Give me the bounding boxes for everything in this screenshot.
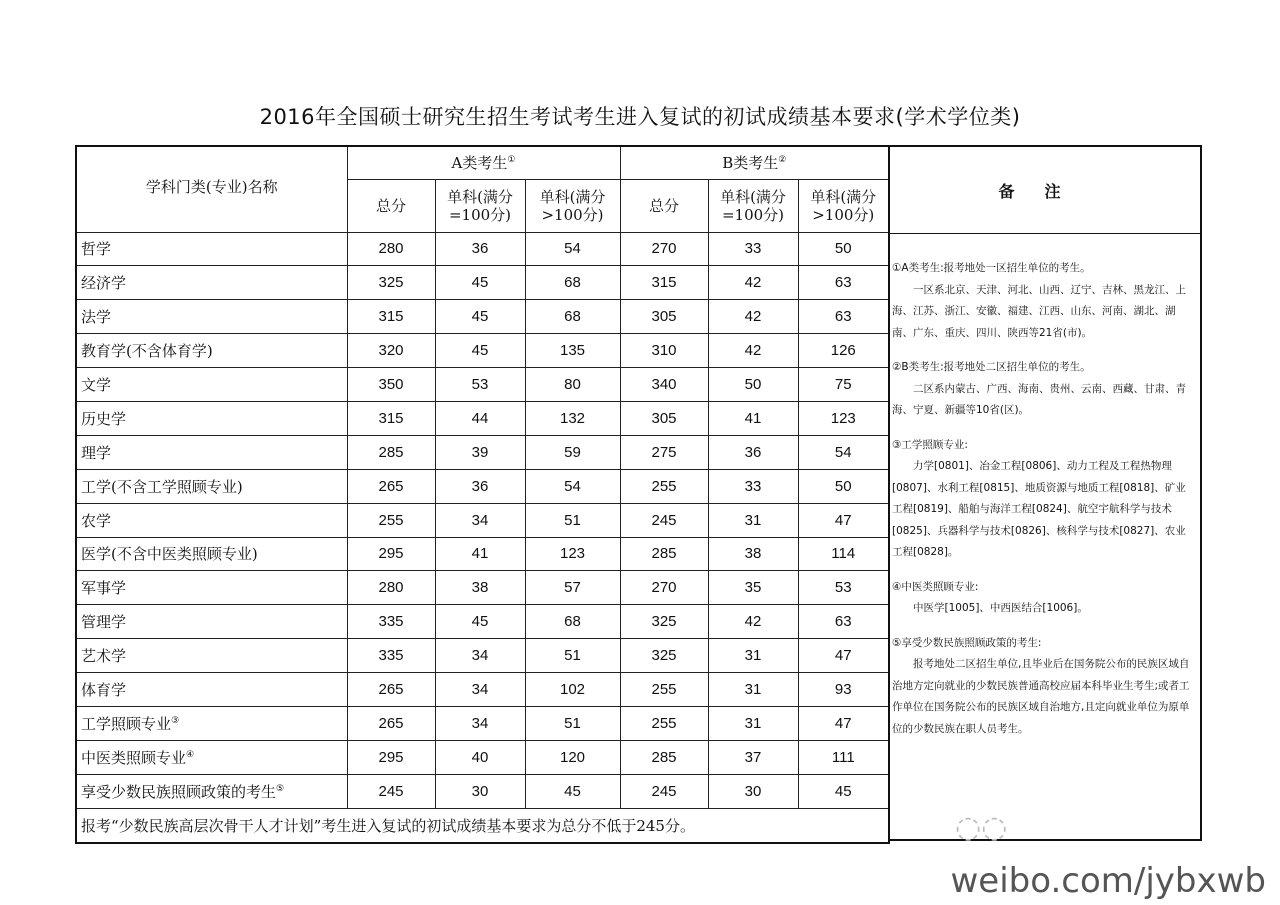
subject-name: 工学照顾专业③ <box>76 706 347 740</box>
a-score-total: 325 <box>347 266 435 300</box>
table-row <box>76 334 889 368</box>
b-score-total: 310 <box>620 334 708 368</box>
remark-item <box>892 633 1194 741</box>
a-score-total: 320 <box>347 334 435 368</box>
table-row <box>76 435 889 469</box>
b-score-single-over100: 53 <box>798 571 889 605</box>
b-score-total: 285 <box>620 537 708 571</box>
b-score-single-over100: 47 <box>798 706 889 740</box>
table-row <box>76 537 889 571</box>
b-score-total: 255 <box>620 469 708 503</box>
group-a-header: A类考生① <box>347 146 620 179</box>
b-score-single-100: 31 <box>708 673 798 707</box>
b-score-total: 325 <box>620 639 708 673</box>
a-score-single-over100: 80 <box>525 368 620 402</box>
b-score-single-100: 42 <box>708 334 798 368</box>
b-score-total: 270 <box>620 232 708 266</box>
subject-name: 军事学 <box>76 571 347 605</box>
b-score-single-100: 37 <box>708 740 798 774</box>
b-score-single-100: 42 <box>708 300 798 334</box>
footnote-row <box>76 808 889 843</box>
a-score-total: 265 <box>347 706 435 740</box>
footnote: 报考“少数民族高层次骨干人才计划”考生进入复试的初试成绩基本要求为总分不低于245分。 <box>76 808 889 843</box>
subject-name: 管理学 <box>76 605 347 639</box>
a-score-single-100: 45 <box>435 266 525 300</box>
b-score-single-over100: 45 <box>798 774 889 808</box>
table-row <box>76 469 889 503</box>
table-row <box>76 232 889 266</box>
a-score-total: 335 <box>347 639 435 673</box>
b-score-single-over100: 50 <box>798 232 889 266</box>
b-score-total: 255 <box>620 673 708 707</box>
b-score-single-over100: 63 <box>798 605 889 639</box>
b-score-total: 285 <box>620 740 708 774</box>
table-row <box>76 605 889 639</box>
remark-heading: ②B类考生:报考地处二区招生单位的考生。 <box>892 361 1091 373</box>
subject-name: 理学 <box>76 435 347 469</box>
remark-item <box>892 577 1194 620</box>
b-score-single-over100: 63 <box>798 300 889 334</box>
page-title: 2016年全国硕士研究生招生考试考生进入复试的初试成绩基本要求(学术学位类) <box>259 105 1021 129</box>
remarks-panel <box>888 145 1202 841</box>
a-single-100-header: 单科(满分=100分) <box>435 179 525 232</box>
remarks-body <box>889 234 1200 740</box>
b-score-single-over100: 50 <box>798 469 889 503</box>
a-score-single-100: 45 <box>435 605 525 639</box>
remark-item <box>892 357 1194 422</box>
remark-text: 力学[0801]、冶金工程[0806]、动力工程及工程热物理[0807]、水利工程[0815]、地质资源与地质工程[0818]、矿业工程[0819]、船舶与海洋工程[0824]、航空宇航科学与技术[0825]、兵器科学与技术[0826]、核科学与技术[0827]、农业工程[0828]。 <box>892 460 1186 558</box>
subject-name: 享受少数民族照顾政策的考生⑤ <box>76 774 347 808</box>
subject-name: 艺术学 <box>76 639 347 673</box>
a-score-single-100: 41 <box>435 537 525 571</box>
a-score-single-100: 34 <box>435 706 525 740</box>
subject-name: 体育学 <box>76 673 347 707</box>
b-score-total: 325 <box>620 605 708 639</box>
b-score-total: 245 <box>620 774 708 808</box>
table-row <box>76 300 889 334</box>
a-score-total: 255 <box>347 503 435 537</box>
a-score-single-over100: 51 <box>525 706 620 740</box>
subject-name: 工学(不含工学照顾专业) <box>76 469 347 503</box>
b-score-single-over100: 111 <box>798 740 889 774</box>
group-b-header: B类考生② <box>620 146 889 179</box>
b-score-total: 305 <box>620 300 708 334</box>
remark-item <box>892 435 1194 564</box>
a-score-total: 280 <box>347 571 435 605</box>
b-score-single-over100: 126 <box>798 334 889 368</box>
b-score-single-100: 36 <box>708 435 798 469</box>
table-row <box>76 503 889 537</box>
table-row <box>76 401 889 435</box>
a-score-single-over100: 57 <box>525 571 620 605</box>
b-score-total: 270 <box>620 571 708 605</box>
b-score-single-100: 33 <box>708 469 798 503</box>
a-score-single-over100: 45 <box>525 774 620 808</box>
watermark-text: weibo.com/jybxwb <box>950 861 1266 901</box>
subject-name: 法学 <box>76 300 347 334</box>
b-score-total: 245 <box>620 503 708 537</box>
b-total-header: 总分 <box>620 179 708 232</box>
a-score-single-over100: 51 <box>525 503 620 537</box>
b-score-single-over100: 114 <box>798 537 889 571</box>
b-score-total: 255 <box>620 706 708 740</box>
subject-name: 农学 <box>76 503 347 537</box>
a-score-total: 335 <box>347 605 435 639</box>
remark-text: 报考地处二区招生单位,且毕业后在国务院公布的民族区域自治地方定向就业的少数民族普通高校应届本科毕业生考生;或者工作单位在国务院公布的民族区域自治地方,且定向就业单位为原单位的少数民族在职人员考生。 <box>892 658 1190 735</box>
a-score-single-100: 36 <box>435 232 525 266</box>
remarks-header: 备注 <box>889 147 1200 234</box>
b-score-single-100: 33 <box>708 232 798 266</box>
table-row <box>76 740 889 774</box>
b-score-single-over100: 54 <box>798 435 889 469</box>
a-score-total: 245 <box>347 774 435 808</box>
a-score-single-over100: 54 <box>525 469 620 503</box>
remark-text: 一区系北京、天津、河北、山西、辽宁、吉林、黑龙江、上海、江苏、浙江、安徽、福建、江西、山东、河南、湖北、湖南、广东、重庆、四川、陕西等21省(市)。 <box>892 283 1186 339</box>
remark-heading: ⑤享受少数民族照顾政策的考生: <box>892 636 1042 649</box>
b-score-single-100: 30 <box>708 774 798 808</box>
subject-name: 哲学 <box>76 232 347 266</box>
a-score-total: 315 <box>347 300 435 334</box>
b-score-single-over100: 63 <box>798 266 889 300</box>
remark-text: 中医学[1005]、中西医结合[1006]。 <box>913 602 1088 614</box>
a-score-single-100: 44 <box>435 401 525 435</box>
table-row <box>76 774 889 808</box>
a-score-total: 315 <box>347 401 435 435</box>
a-score-single-over100: 135 <box>525 334 620 368</box>
subject-name: 中医类照顾专业④ <box>76 740 347 774</box>
a-score-total: 350 <box>347 368 435 402</box>
subject-column-header: 学科门类(专业)名称 <box>76 146 347 232</box>
subject-name: 文学 <box>76 368 347 402</box>
a-score-single-100: 53 <box>435 368 525 402</box>
table-row <box>76 673 889 707</box>
a-total-header: 总分 <box>347 179 435 232</box>
b-score-single-100: 42 <box>708 605 798 639</box>
b-score-single-100: 38 <box>708 537 798 571</box>
remark-heading: ①A类考生:报考地处一区招生单位的考生。 <box>892 262 1091 274</box>
score-table <box>75 145 890 844</box>
table-row <box>76 639 889 673</box>
subject-name: 医学(不含中医类照顾专业) <box>76 537 347 571</box>
remark-item <box>892 258 1194 344</box>
a-score-single-100: 45 <box>435 300 525 334</box>
b-score-single-100: 31 <box>708 706 798 740</box>
a-score-single-over100: 132 <box>525 401 620 435</box>
b-score-total: 305 <box>620 401 708 435</box>
a-score-total: 285 <box>347 435 435 469</box>
a-score-total: 265 <box>347 469 435 503</box>
subject-name: 经济学 <box>76 266 347 300</box>
table-row <box>76 706 889 740</box>
b-score-single-over100: 47 <box>798 503 889 537</box>
a-score-single-100: 30 <box>435 774 525 808</box>
a-score-single-over100: 120 <box>525 740 620 774</box>
b-score-single-over100: 123 <box>798 401 889 435</box>
a-score-single-100: 34 <box>435 503 525 537</box>
b-score-single-over100: 75 <box>798 368 889 402</box>
b-score-single-over100: 93 <box>798 673 889 707</box>
a-score-single-100: 40 <box>435 740 525 774</box>
b-score-single-100: 50 <box>708 368 798 402</box>
b-single-over100-header: 单科(满分>100分) <box>798 179 889 232</box>
a-score-single-over100: 68 <box>525 605 620 639</box>
remark-heading: ③工学照顾专业: <box>892 438 968 451</box>
a-score-single-100: 36 <box>435 469 525 503</box>
a-score-single-over100: 123 <box>525 537 620 571</box>
subject-name: 历史学 <box>76 401 347 435</box>
remark-text: 二区系内蒙古、广西、海南、贵州、云南、西藏、甘肃、青海、宁夏、新疆等10省(区)。 <box>892 382 1186 416</box>
table-row <box>76 571 889 605</box>
a-score-single-over100: 68 <box>525 266 620 300</box>
a-score-total: 295 <box>347 740 435 774</box>
b-score-single-100: 41 <box>708 401 798 435</box>
a-score-total: 280 <box>347 232 435 266</box>
a-score-single-over100: 51 <box>525 639 620 673</box>
table-row <box>76 368 889 402</box>
a-score-single-100: 38 <box>435 571 525 605</box>
a-score-single-over100: 102 <box>525 673 620 707</box>
a-single-over100-header: 单科(满分>100分) <box>525 179 620 232</box>
wechat-watermark-icon: ◌◌ <box>955 810 1008 845</box>
a-score-total: 295 <box>347 537 435 571</box>
b-score-single-100: 31 <box>708 503 798 537</box>
a-score-single-over100: 59 <box>525 435 620 469</box>
a-score-single-100: 34 <box>435 639 525 673</box>
a-score-total: 265 <box>347 673 435 707</box>
b-score-single-over100: 47 <box>798 639 889 673</box>
b-score-total: 275 <box>620 435 708 469</box>
subject-name: 教育学(不含体育学) <box>76 334 347 368</box>
b-score-total: 315 <box>620 266 708 300</box>
table-row <box>76 266 889 300</box>
b-score-single-100: 35 <box>708 571 798 605</box>
b-score-total: 340 <box>620 368 708 402</box>
a-score-single-over100: 54 <box>525 232 620 266</box>
b-score-single-100: 31 <box>708 639 798 673</box>
a-score-single-100: 39 <box>435 435 525 469</box>
b-score-single-100: 42 <box>708 266 798 300</box>
b-single-100-header: 单科(满分=100分) <box>708 179 798 232</box>
remark-heading: ④中医类照顾专业: <box>892 580 979 593</box>
a-score-single-100: 45 <box>435 334 525 368</box>
a-score-single-100: 34 <box>435 673 525 707</box>
a-score-single-over100: 68 <box>525 300 620 334</box>
